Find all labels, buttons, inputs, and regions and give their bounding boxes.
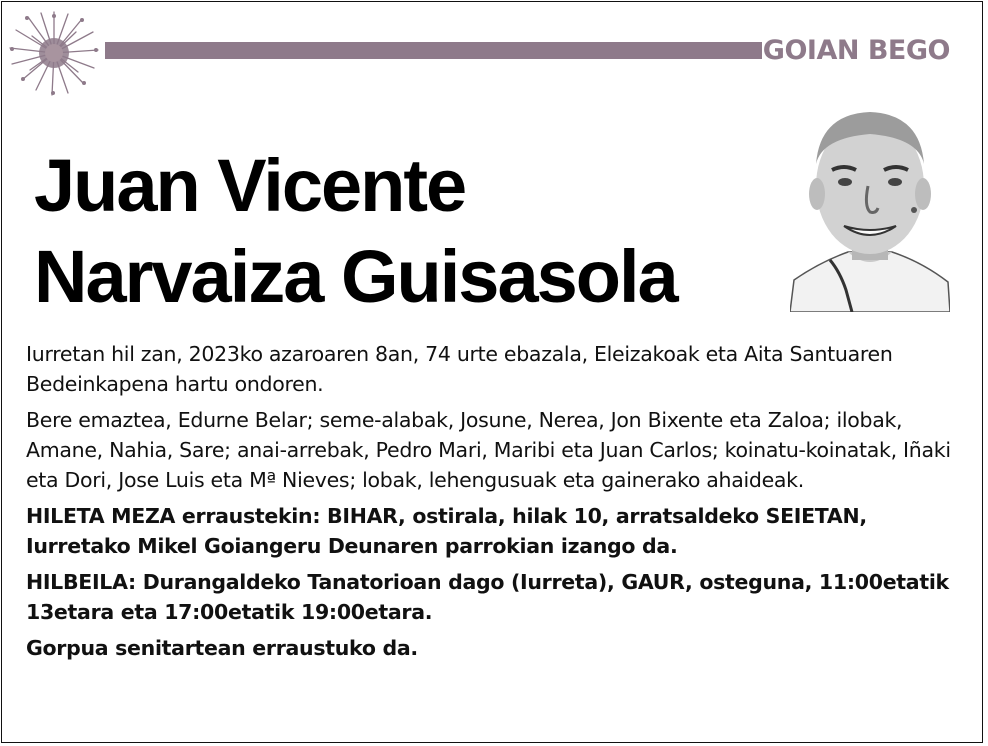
deceased-name bbox=[34, 140, 677, 322]
death-notice-paragraph: Iurretan hil zan, 2023ko azaroaren 8an, 74 urte ebazala, Eleizakoak eta Aita Santuaren Bedeinkapena hartu ondoren. bbox=[26, 342, 893, 396]
funeral-mass-paragraph: HILETA MEZA erraustekin: BIHAR, ostirala, hilak 10, arratsaldeko SEIETAN, Iurretako Mikel Goiangeru Deunaren parrokian izango da. bbox=[26, 504, 867, 558]
thistle-flower-icon bbox=[8, 10, 100, 96]
portrait-photo bbox=[790, 102, 950, 312]
family-paragraph: Bere emaztea, Edurne Belar; seme-alabak, Josune, Nerea, Jon Bixente eta Zaloa; ilobak, Amane, Nahia, Sare; anai-arrebak, Pedro Mari, Maribi eta Juan Carlos; koinatu-koinatak, Iñaki eta Dori, Jose Luis eta Mª Nieves; lobak, lehengusuak eta gainerako ahaideak. bbox=[26, 408, 951, 492]
deceased-name-line-2: Narvaiza Guisasola bbox=[34, 235, 677, 318]
obituary-text bbox=[26, 339, 956, 669]
wake-paragraph: HILBEILA: Durangaldeko Tanatorioan dago (Iurreta), GAUR, osteguna, 11:00etatik 13etara eta 17:00etatik 19:00etara. bbox=[26, 570, 949, 624]
cremation-paragraph: Gorpua senitartean erraustuko da. bbox=[26, 636, 418, 660]
deceased-name-line-1: Juan Vicente bbox=[34, 144, 466, 227]
section-title: GOIAN BEGO bbox=[762, 35, 950, 66]
obituary-card bbox=[1, 1, 983, 743]
header-bar bbox=[105, 42, 762, 59]
